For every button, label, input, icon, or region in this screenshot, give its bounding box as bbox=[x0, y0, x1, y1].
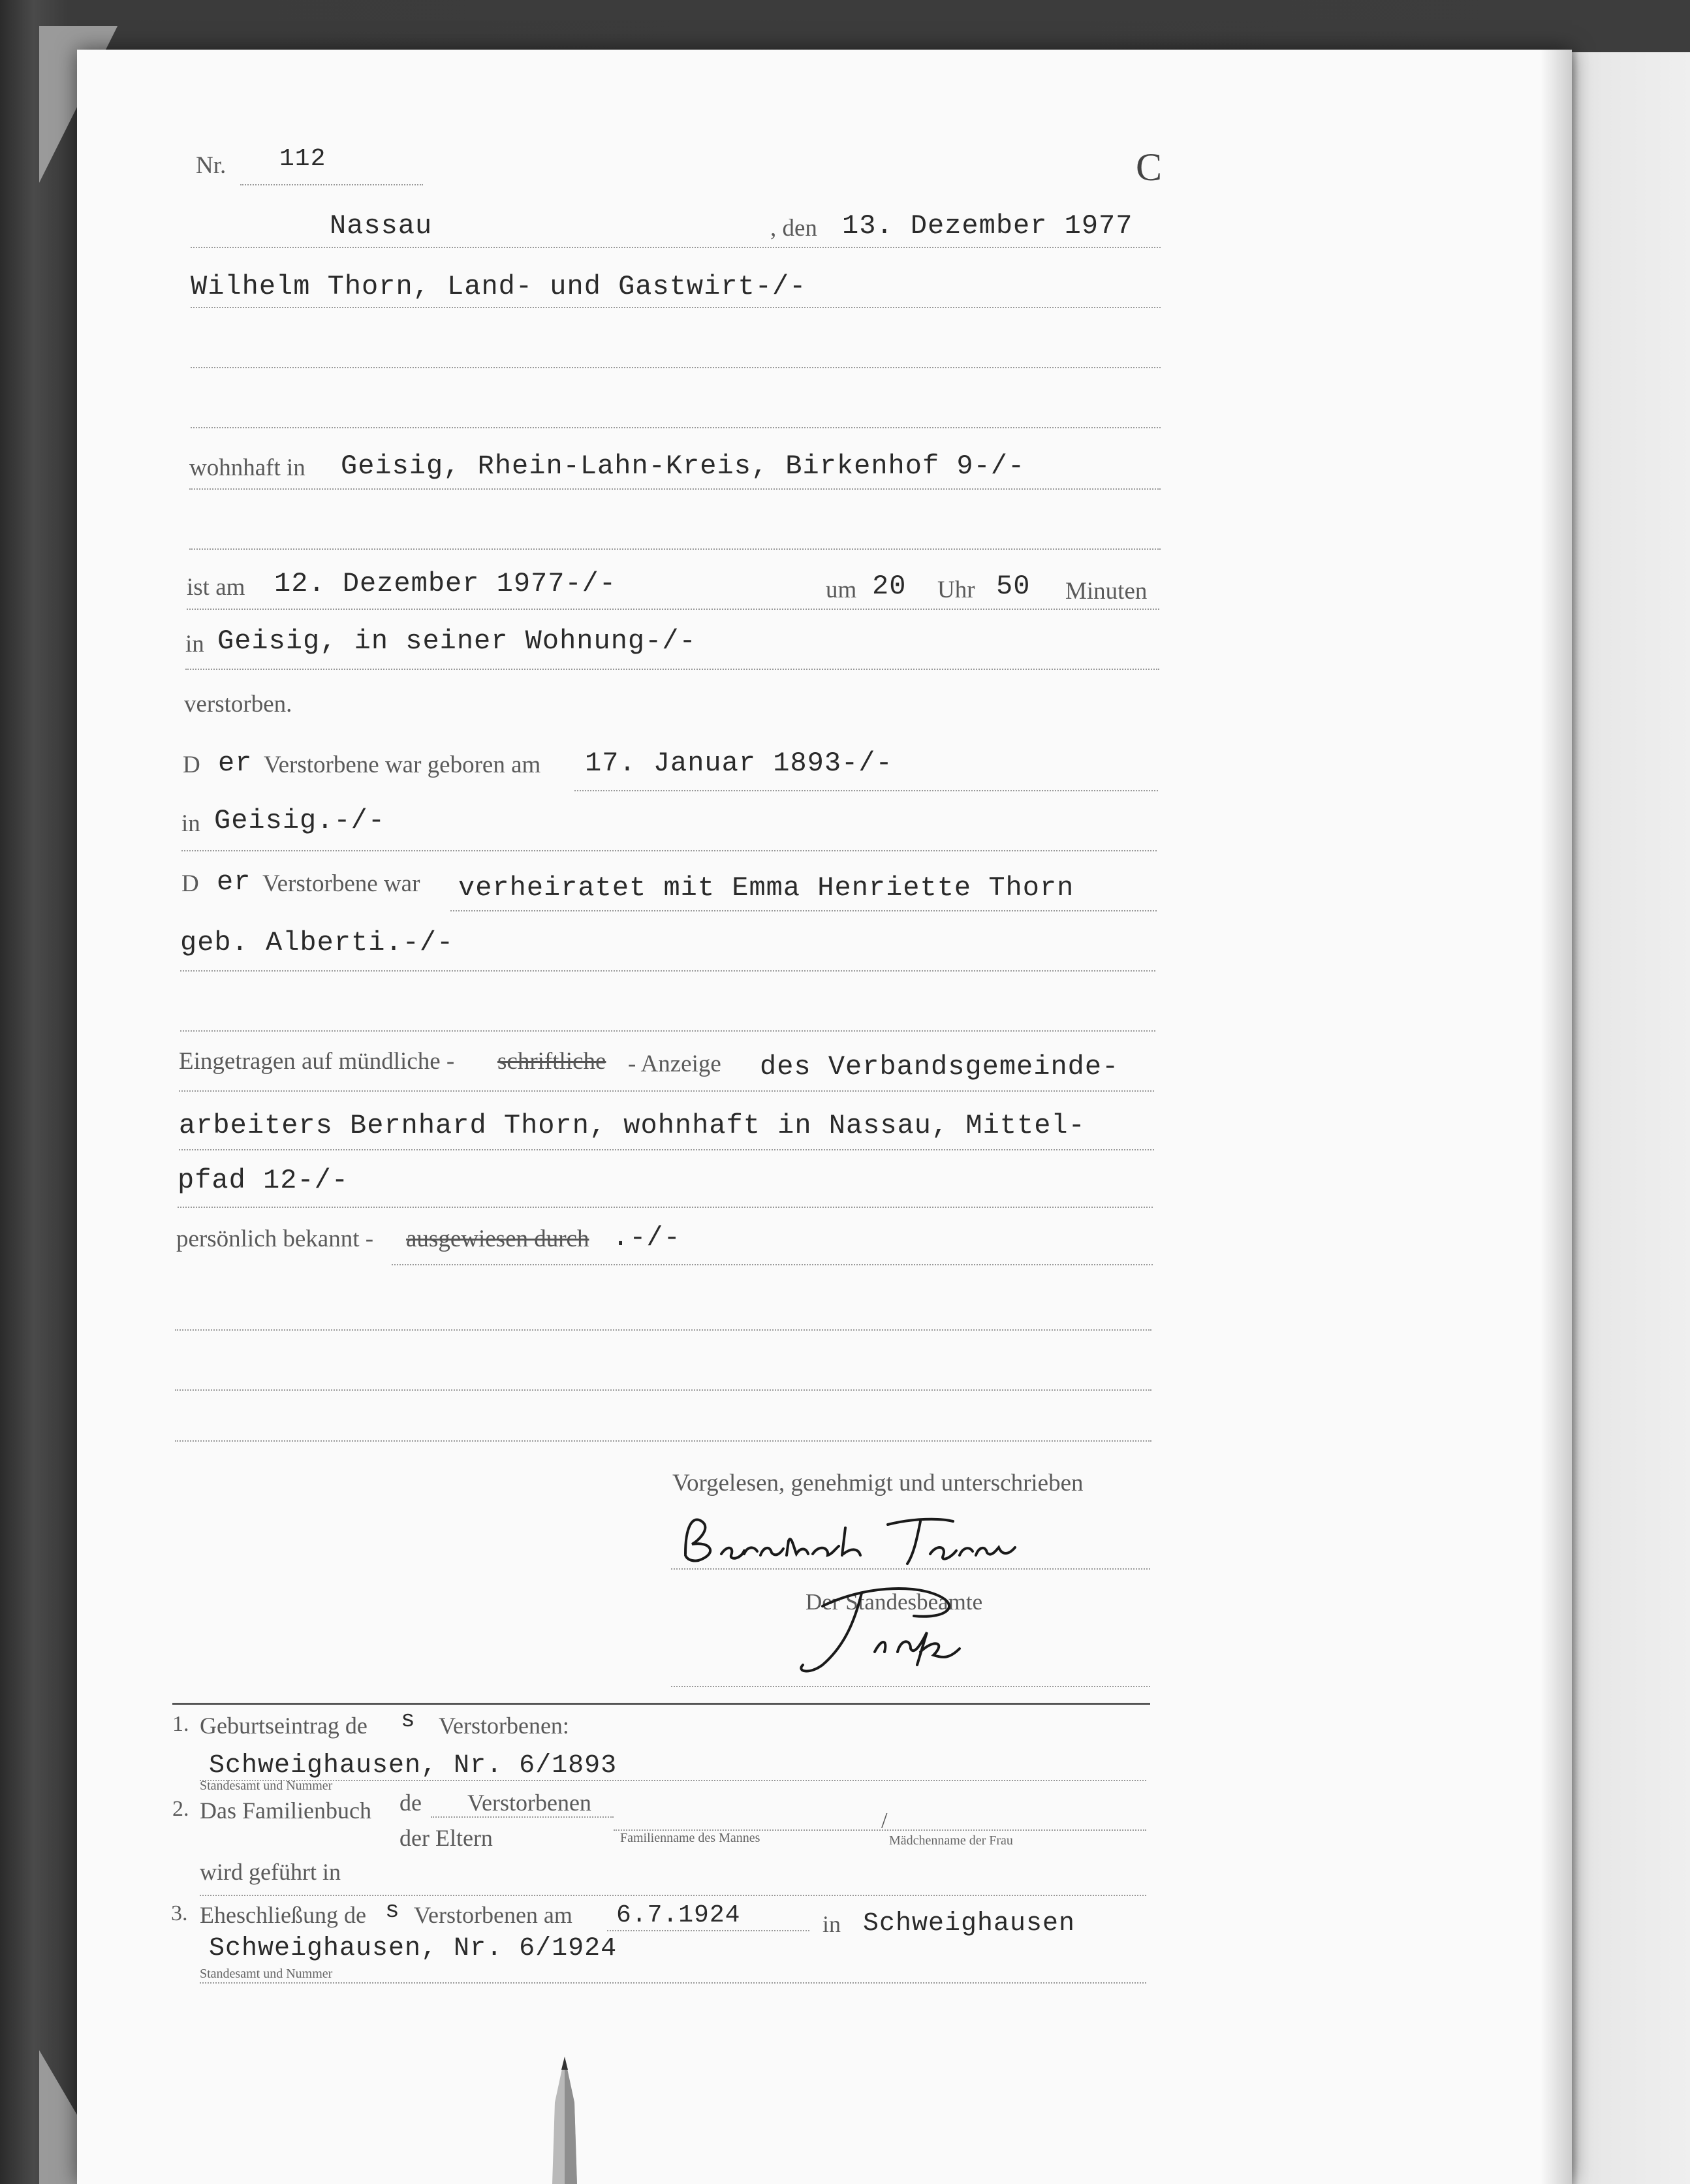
name-line-3 bbox=[191, 427, 1161, 428]
minuten-label: Minuten bbox=[1065, 578, 1148, 605]
f3-label2: Verstorbenen am bbox=[414, 1902, 572, 1928]
death-place-line bbox=[185, 669, 1159, 670]
birth-label: Verstorbene war geboren am bbox=[264, 752, 541, 778]
report-line-2: arbeiters Bernhard Thorn, wohnhaft in Nassau, Mittel- bbox=[179, 1110, 1086, 1141]
death-in-label: in bbox=[185, 631, 204, 657]
known-line bbox=[392, 1264, 1153, 1265]
f2-eltern: der Eltern bbox=[399, 1825, 493, 1851]
marriage-value-1: verheiratet mit Emma Henriette Thorn bbox=[458, 872, 1074, 904]
birth-date: 17. Januar 1893-/- bbox=[585, 748, 893, 779]
f1-label2: Verstorbenen: bbox=[439, 1713, 569, 1739]
official-label: Der Standesbeamte bbox=[806, 1589, 983, 1615]
facing-page-edge bbox=[1572, 52, 1690, 2184]
f2-label: Das Familienbuch bbox=[200, 1797, 371, 1824]
f2-de: de bbox=[399, 1790, 422, 1816]
f3-place: Schweighausen bbox=[863, 1909, 1076, 1939]
report-struck-word: schriftliche bbox=[497, 1048, 606, 1075]
signature-official-text: Rink bbox=[783, 1683, 785, 1684]
f1-line bbox=[200, 1780, 1146, 1781]
verstorben-label: verstorben. bbox=[184, 691, 292, 718]
marriage-value-2: geb. Alberti.-/- bbox=[180, 927, 454, 958]
ist-am-label: ist am bbox=[187, 574, 245, 601]
residence-line-1 bbox=[189, 488, 1161, 490]
blank-line-2 bbox=[175, 1389, 1151, 1391]
f1-label: Geburtseintrag de bbox=[200, 1713, 368, 1739]
name-line-2 bbox=[191, 367, 1161, 368]
f2-sub-wife: Mädchenname der Frau bbox=[889, 1833, 1013, 1848]
f1-value: Schweighausen, Nr. 6/1893 bbox=[209, 1751, 618, 1780]
report-rule-1 bbox=[179, 1090, 1154, 1092]
signature-official bbox=[783, 1567, 992, 1685]
place-date-line bbox=[191, 247, 1161, 248]
marriage-er-fill: er bbox=[217, 866, 251, 898]
death-minutes: 50 bbox=[996, 571, 1031, 602]
f2-de-line bbox=[431, 1816, 614, 1818]
f2-wird-label: wird geführt in bbox=[200, 1859, 341, 1885]
f1-fill: s bbox=[401, 1707, 416, 1733]
place-value: Nassau bbox=[330, 210, 433, 242]
birth-place-line bbox=[181, 850, 1157, 851]
death-date: 12. Dezember 1977-/- bbox=[274, 568, 617, 599]
f2-wird-line bbox=[200, 1895, 1146, 1896]
birth-in-label: in bbox=[181, 810, 200, 837]
birth-d-label: D bbox=[183, 752, 200, 778]
f2-sub-husband: Familienname des Mannes bbox=[620, 1831, 760, 1845]
birth-er-fill: er bbox=[218, 748, 253, 779]
footnote-divider bbox=[172, 1703, 1150, 1705]
f2-number: 2. bbox=[172, 1797, 189, 1821]
report-line-3: pfad 12-/- bbox=[178, 1165, 349, 1196]
f3-date: 6.7.1924 bbox=[616, 1901, 741, 1929]
birth-date-line bbox=[574, 790, 1158, 791]
f3-date-line bbox=[607, 1930, 809, 1931]
known-struck: ausgewiesen durch bbox=[406, 1226, 589, 1252]
marriage-label: Verstorbene war bbox=[262, 870, 420, 897]
f3-label: Eheschließung de bbox=[200, 1902, 366, 1928]
blank-line-3 bbox=[175, 1440, 1151, 1442]
blank-line-1 bbox=[175, 1329, 1151, 1331]
nr-line bbox=[240, 184, 423, 185]
known-label: persönlich bekannt - bbox=[176, 1226, 374, 1252]
f2-verstorbenen: Verstorbenen bbox=[467, 1790, 591, 1816]
report-rule-2 bbox=[179, 1149, 1154, 1150]
f1-sub: Standesamt und Nummer bbox=[200, 1779, 333, 1793]
f3-line bbox=[200, 1982, 1146, 1984]
official-signature-line bbox=[671, 1686, 1150, 1687]
page-fold-shadow bbox=[1541, 50, 1572, 2184]
uhr-label: Uhr bbox=[937, 577, 975, 603]
pen-tip bbox=[550, 2057, 580, 2184]
um-label: um bbox=[826, 577, 857, 603]
f2-slash: / bbox=[881, 1809, 888, 1833]
f3-fill: s bbox=[385, 1897, 400, 1924]
residence-label: wohnhaft in bbox=[189, 454, 305, 481]
residence-line-2 bbox=[189, 548, 1161, 550]
marriage-line-2 bbox=[180, 970, 1155, 972]
death-place: Geisig, in seiner Wohnung-/- bbox=[217, 625, 696, 657]
nr-value: 112 bbox=[279, 145, 326, 173]
f3-in-label: in bbox=[822, 1911, 841, 1937]
f3-sub: Standesamt und Nummer bbox=[200, 1967, 333, 1981]
death-hour: 20 bbox=[872, 571, 907, 602]
report-rule-3 bbox=[178, 1207, 1153, 1208]
f3-value: Schweighausen, Nr. 6/1924 bbox=[209, 1934, 618, 1963]
known-end: .-/- bbox=[612, 1222, 681, 1254]
marriage-line-1 bbox=[450, 910, 1157, 911]
birth-place: Geisig.-/- bbox=[214, 805, 386, 836]
f3-number: 3. bbox=[171, 1901, 188, 1925]
den-label: , den bbox=[770, 215, 817, 242]
register-letter: C bbox=[1136, 146, 1163, 189]
nr-label: Nr. bbox=[196, 152, 227, 179]
report-label-mid: - Anzeige bbox=[628, 1051, 721, 1077]
marriage-line-3 bbox=[180, 1030, 1155, 1032]
read-approved-label: Vorgelesen, genehmigt und unterschrieben bbox=[672, 1470, 1084, 1496]
death-date-line bbox=[187, 609, 1159, 610]
deceased-name: Wilhelm Thorn, Land- und Gastwirt-/- bbox=[191, 271, 807, 302]
report-line-1: des Verbandsgemeinde- bbox=[760, 1051, 1119, 1083]
marriage-d-label: D bbox=[181, 870, 199, 897]
date-value: 13. Dezember 1977 bbox=[842, 210, 1133, 242]
name-line-1 bbox=[191, 307, 1161, 308]
residence-value: Geisig, Rhein-Lahn-Kreis, Birkenhof 9-/- bbox=[341, 451, 1025, 482]
report-label-start: Eingetragen auf mündliche - bbox=[179, 1048, 455, 1075]
f1-number: 1. bbox=[172, 1712, 189, 1736]
